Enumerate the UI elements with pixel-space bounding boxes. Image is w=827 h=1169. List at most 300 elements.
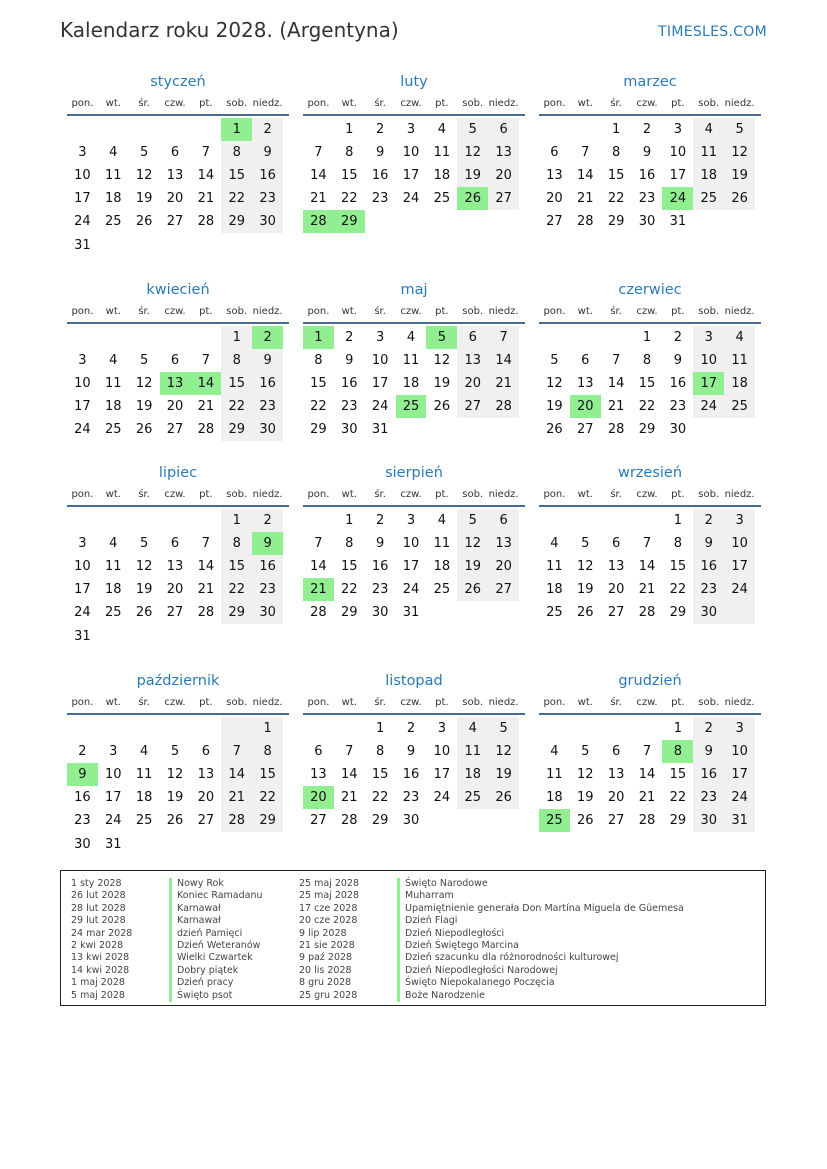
month-name: styczeń: [150, 74, 206, 90]
day-cell: 6: [488, 118, 519, 141]
empty-cell: [570, 717, 601, 740]
day-cell: 3: [406, 122, 416, 138]
weekday-label: pt.: [671, 97, 685, 109]
empty-cell: [570, 509, 601, 532]
day-cell: 8: [345, 536, 354, 552]
day-cell: 17: [74, 399, 91, 415]
day-cell: 17: [724, 763, 755, 786]
weekday-label: niedz.: [252, 305, 283, 317]
day-cell: 5: [140, 353, 149, 369]
day-cell: 3: [78, 145, 87, 161]
day-cell: 18: [105, 191, 122, 207]
day-cell: 2: [406, 721, 416, 737]
day-cell: 20: [166, 582, 184, 598]
day-cell: 11: [433, 536, 451, 552]
day-cell: 11: [457, 740, 488, 763]
day-cell: 9: [642, 145, 652, 161]
day-cell: 27: [166, 605, 184, 621]
day-cell: 4: [140, 744, 149, 760]
day-cell: 18: [433, 168, 451, 184]
day-cell: 10: [371, 353, 389, 369]
empty-cell: [98, 233, 129, 256]
day-cell: 10: [402, 145, 420, 161]
day-cell: 16: [693, 555, 724, 578]
weekday-label: wt.: [105, 488, 121, 500]
day-cell: 29: [371, 813, 389, 829]
day-cell: 3: [693, 326, 724, 349]
day-cell: 3: [437, 721, 446, 737]
days-grid: [67, 326, 289, 441]
day-cell: 29: [221, 418, 252, 441]
day-cell: 8: [221, 532, 252, 555]
holiday-date: 20 lis 2028: [299, 964, 352, 976]
day-cell: 1: [673, 513, 682, 529]
day-cell: 26: [546, 422, 563, 438]
empty-cell: [160, 509, 191, 532]
empty-cell: [221, 233, 252, 256]
holiday-day-cell: 9: [67, 763, 98, 786]
day-cell: 30: [252, 210, 283, 233]
day-cell: 21: [638, 790, 656, 806]
empty-cell: [160, 326, 191, 349]
day-cell: 2: [693, 717, 724, 740]
month-3: [539, 72, 761, 233]
day-cell: 13: [577, 376, 594, 392]
day-cell: 14: [488, 349, 519, 372]
day-cell: 29: [607, 214, 625, 230]
day-cell: 23: [252, 578, 283, 601]
weekday-header: [67, 92, 289, 116]
weekday-label: sob.: [698, 305, 720, 317]
day-cell: 1: [221, 509, 252, 532]
day-cell: 13: [166, 168, 184, 184]
day-cell: 26: [577, 813, 594, 829]
day-cell: 6: [170, 145, 180, 161]
day-cell: 16: [252, 372, 283, 395]
legend-row: [71, 878, 263, 890]
month-name: maj: [400, 282, 428, 298]
empty-cell: [601, 326, 632, 349]
empty-cell: [160, 717, 191, 740]
weekday-label: wt.: [341, 488, 357, 500]
day-cell: 25: [105, 422, 122, 438]
holiday-date: 17 cze 2028: [299, 902, 358, 914]
month-name: lipiec: [158, 465, 198, 481]
weekday-label: czw.: [400, 97, 422, 109]
day-cell: 16: [371, 168, 389, 184]
weekday-label: śr.: [374, 305, 386, 317]
day-cell: 19: [577, 582, 594, 598]
holiday-date: 29 lut 2028: [71, 915, 126, 927]
days-grid: [67, 509, 289, 648]
legend-row: [71, 940, 263, 952]
empty-cell: [129, 832, 160, 855]
empty-cell: [488, 418, 519, 441]
day-cell: 16: [693, 763, 724, 786]
day-cell: 15: [669, 767, 687, 783]
day-cell: 17: [724, 555, 755, 578]
weekday-label: śr.: [138, 488, 150, 500]
day-cell: 23: [371, 582, 389, 598]
day-cell: 29: [341, 605, 358, 621]
day-cell: 15: [607, 168, 625, 184]
weekday-label: czw.: [636, 305, 658, 317]
day-cell: 31: [402, 605, 420, 621]
weekday-label: śr.: [374, 696, 386, 708]
empty-cell: [488, 809, 519, 832]
holiday-name: Dzień Niepodległości Narodowej: [405, 964, 558, 976]
holiday-date: 25 gru 2028: [299, 989, 358, 1001]
day-cell: 13: [310, 767, 327, 783]
day-cell: 17: [402, 168, 420, 184]
holiday-day-cell: 21: [303, 578, 334, 601]
day-cell: 11: [135, 767, 153, 783]
month-7: [67, 463, 289, 648]
empty-cell: [67, 509, 98, 532]
weekday-label: pon.: [543, 97, 566, 109]
day-cell: 18: [546, 582, 563, 598]
empty-cell: [396, 418, 427, 441]
days-grid: [539, 118, 761, 233]
weekday-label: pt.: [199, 696, 213, 708]
day-cell: 10: [74, 376, 91, 392]
day-cell: 16: [341, 376, 358, 392]
day-cell: 11: [724, 349, 755, 372]
day-cell: 28: [488, 395, 519, 418]
day-cell: 15: [221, 372, 252, 395]
day-cell: 11: [402, 353, 420, 369]
days-grid: [67, 118, 289, 257]
empty-cell: [221, 624, 252, 647]
day-cell: 5: [550, 353, 559, 369]
day-cell: 14: [310, 168, 327, 184]
empty-cell: [457, 601, 488, 624]
day-cell: 20: [488, 555, 519, 578]
weekday-label: czw.: [164, 488, 186, 500]
empty-cell: [570, 118, 601, 141]
weekday-header: [67, 483, 289, 507]
empty-cell: [334, 717, 365, 740]
holiday-day-cell: 1: [221, 118, 252, 141]
weekday-label: sob.: [226, 305, 248, 317]
legend-row: [71, 965, 263, 977]
empty-cell: [67, 118, 98, 141]
empty-cell: [601, 509, 632, 532]
holiday-day-cell: 26: [457, 187, 488, 210]
holiday-name: dzień Pamięci: [177, 927, 243, 939]
holiday-date: 9 paź 2028: [299, 952, 353, 964]
weekday-label: pon.: [71, 696, 94, 708]
day-cell: 14: [638, 767, 656, 783]
empty-cell: [632, 509, 663, 532]
holiday-legend: [60, 870, 766, 1006]
day-cell: 4: [550, 744, 559, 760]
brand-link[interactable]: TIMESLES.COM: [658, 24, 767, 40]
day-cell: 9: [376, 145, 385, 161]
day-cell: 19: [433, 376, 451, 392]
empty-cell: [98, 717, 129, 740]
weekday-label: niedz.: [488, 305, 519, 317]
day-cell: 8: [252, 740, 283, 763]
day-cell: 24: [433, 790, 451, 806]
day-cell: 15: [310, 376, 327, 392]
day-cell: 12: [135, 168, 153, 184]
weekday-label: czw.: [636, 488, 658, 500]
holiday-date: 28 lut 2028: [71, 902, 126, 914]
day-cell: 26: [724, 187, 755, 210]
day-cell: 12: [433, 353, 451, 369]
holiday-date: 1 sty 2028: [71, 878, 122, 889]
day-cell: 15: [252, 763, 283, 786]
day-cell: 17: [74, 582, 91, 598]
day-cell: 3: [724, 509, 755, 532]
day-cell: 2: [673, 330, 682, 346]
legend-row: [71, 990, 263, 1002]
weekday-label: pon.: [71, 305, 94, 317]
day-cell: 28: [197, 214, 215, 230]
weekday-label: śr.: [610, 305, 622, 317]
holiday-name: Święto Niepokalanego Poczęcia: [405, 977, 555, 989]
day-cell: 25: [457, 786, 488, 809]
day-cell: 30: [402, 813, 420, 829]
day-cell: 11: [546, 767, 563, 783]
legend-row: [299, 990, 684, 1002]
weekday-label: wt.: [341, 696, 357, 708]
day-cell: 20: [166, 191, 184, 207]
day-cell: 21: [197, 399, 215, 415]
days-grid: [67, 717, 289, 856]
holiday-name: Upamiętnienie generała Don Martína Miguela de Güemesa: [405, 902, 684, 914]
weekday-header: [539, 300, 761, 324]
day-cell: 30: [638, 214, 656, 230]
day-cell: 15: [341, 168, 358, 184]
holiday-marker: [169, 940, 172, 952]
day-cell: 25: [724, 395, 755, 418]
empty-cell: [190, 326, 221, 349]
day-cell: 25: [433, 191, 451, 207]
day-cell: 21: [197, 191, 215, 207]
weekday-label: sob.: [226, 97, 248, 109]
month-2: [303, 72, 525, 233]
day-cell: 23: [371, 191, 389, 207]
day-cell: 22: [638, 399, 656, 415]
day-cell: 22: [341, 582, 358, 598]
day-cell: 10: [402, 536, 420, 552]
weekday-label: niedz.: [724, 488, 755, 500]
day-cell: 21: [607, 399, 625, 415]
day-cell: 2: [252, 509, 283, 532]
legend-row: [299, 890, 684, 902]
day-cell: 10: [74, 559, 91, 575]
day-cell: 26: [135, 214, 153, 230]
empty-cell: [98, 118, 129, 141]
day-cell: 17: [669, 168, 687, 184]
holiday-name: Dzień pracy: [177, 977, 234, 989]
days-grid: [303, 717, 525, 832]
day-cell: 25: [135, 813, 153, 829]
day-cell: 18: [724, 372, 755, 395]
day-cell: 1: [612, 122, 621, 138]
day-cell: 31: [371, 422, 389, 438]
empty-cell: [724, 418, 755, 441]
holiday-name: Święto Narodowe: [405, 878, 488, 889]
holiday-marker: [397, 965, 400, 977]
day-cell: 30: [341, 422, 358, 438]
day-cell: 15: [221, 164, 252, 187]
day-cell: 31: [74, 237, 91, 253]
day-cell: 23: [693, 786, 724, 809]
holiday-marker: [397, 990, 400, 1002]
day-cell: 5: [457, 118, 488, 141]
weekday-label: sob.: [462, 488, 484, 500]
day-cell: 24: [724, 578, 755, 601]
weekday-label: śr.: [374, 488, 386, 500]
holiday-date: 13 kwi 2028: [71, 952, 130, 964]
day-cell: 23: [693, 578, 724, 601]
day-cell: 20: [166, 399, 184, 415]
day-cell: 28: [197, 422, 215, 438]
day-cell: 6: [488, 509, 519, 532]
day-cell: 16: [371, 559, 389, 575]
holiday-name: Dzień Niepodległości: [405, 927, 505, 939]
day-cell: 9: [252, 141, 283, 164]
day-cell: 2: [376, 122, 385, 138]
day-cell: 18: [105, 399, 122, 415]
day-cell: 27: [166, 214, 184, 230]
day-cell: 7: [314, 536, 323, 552]
day-cell: 9: [406, 744, 416, 760]
empty-cell: [601, 717, 632, 740]
day-cell: 24: [693, 395, 724, 418]
day-cell: 18: [693, 164, 724, 187]
empty-cell: [190, 832, 221, 855]
day-cell: 6: [314, 744, 323, 760]
day-cell: 21: [341, 790, 358, 806]
empty-cell: [488, 601, 519, 624]
weekday-label: sob.: [462, 97, 484, 109]
day-cell: 7: [314, 145, 323, 161]
month-8: [303, 463, 525, 624]
day-cell: 13: [166, 559, 184, 575]
weekday-label: śr.: [610, 488, 622, 500]
empty-cell: [303, 717, 334, 740]
holiday-day-cell: 20: [303, 786, 334, 809]
day-cell: 23: [341, 399, 358, 415]
day-cell: 23: [402, 790, 420, 806]
day-cell: 30: [693, 601, 724, 624]
day-cell: 4: [437, 122, 446, 138]
holiday-date: 24 mar 2028: [71, 927, 133, 939]
day-cell: 30: [252, 418, 283, 441]
day-cell: 5: [581, 744, 590, 760]
day-cell: 13: [488, 532, 519, 555]
holiday-day-cell: 14: [190, 372, 221, 395]
day-cell: 24: [74, 605, 91, 621]
legend-row: [71, 903, 263, 915]
holiday-marker: [397, 878, 400, 890]
weekday-header: [303, 691, 525, 715]
day-cell: 27: [197, 813, 215, 829]
month-name: październik: [136, 673, 220, 689]
day-cell: 13: [488, 141, 519, 164]
day-cell: 12: [166, 767, 184, 783]
day-cell: 7: [642, 536, 652, 552]
day-cell: 12: [577, 767, 594, 783]
day-cell: 26: [433, 399, 451, 415]
weekday-label: niedz.: [724, 696, 755, 708]
day-cell: 22: [607, 191, 625, 207]
weekday-label: pon.: [307, 305, 330, 317]
day-cell: 27: [577, 422, 594, 438]
holiday-name: Dzień Świętego Marcina: [405, 939, 519, 951]
day-cell: 11: [546, 559, 563, 575]
day-cell: 6: [612, 536, 621, 552]
day-cell: 29: [252, 809, 283, 832]
empty-cell: [693, 210, 724, 233]
weekday-label: niedz.: [724, 305, 755, 317]
day-cell: 12: [135, 559, 153, 575]
day-cell: 18: [105, 582, 122, 598]
days-grid: [539, 509, 761, 624]
day-cell: 30: [371, 605, 389, 621]
weekday-label: sob.: [698, 97, 720, 109]
day-cell: 30: [74, 836, 91, 852]
day-cell: 19: [488, 763, 519, 786]
holiday-marker: [169, 928, 172, 940]
holiday-marker: [397, 928, 400, 940]
holiday-name: Muharram: [405, 890, 454, 902]
day-cell: 9: [252, 349, 283, 372]
holiday-date: 25 maj 2028: [299, 890, 360, 902]
day-cell: 27: [166, 422, 184, 438]
holiday-day-cell: 9: [252, 532, 283, 555]
day-cell: 7: [201, 145, 210, 161]
empty-cell: [160, 832, 191, 855]
empty-cell: [190, 717, 221, 740]
day-cell: 7: [488, 326, 519, 349]
empty-cell: [632, 717, 663, 740]
holiday-date: 1 maj 2028: [71, 977, 125, 989]
day-cell: 19: [546, 399, 563, 415]
day-cell: 20: [546, 191, 563, 207]
month-name: sierpień: [385, 465, 443, 481]
day-cell: 17: [371, 376, 389, 392]
empty-cell: [98, 326, 129, 349]
day-cell: 17: [105, 790, 122, 806]
day-cell: 4: [457, 717, 488, 740]
day-cell: 5: [140, 145, 149, 161]
weekday-label: śr.: [610, 696, 622, 708]
day-cell: 8: [642, 353, 652, 369]
day-cell: 28: [638, 813, 656, 829]
day-cell: 31: [74, 628, 91, 644]
day-cell: 21: [488, 372, 519, 395]
weekday-label: śr.: [374, 97, 386, 109]
holiday-marker: [397, 915, 400, 927]
weekday-label: wt.: [105, 696, 121, 708]
empty-cell: [160, 118, 191, 141]
day-cell: 22: [252, 786, 283, 809]
day-cell: 5: [724, 118, 755, 141]
holiday-day-cell: 1: [303, 326, 334, 349]
weekday-header: [539, 92, 761, 116]
day-cell: 3: [673, 122, 682, 138]
day-cell: 24: [402, 191, 420, 207]
month-name: kwiecień: [146, 282, 210, 298]
day-cell: 21: [638, 582, 656, 598]
holiday-name: Karnawał: [177, 902, 221, 914]
day-cell: 5: [488, 717, 519, 740]
